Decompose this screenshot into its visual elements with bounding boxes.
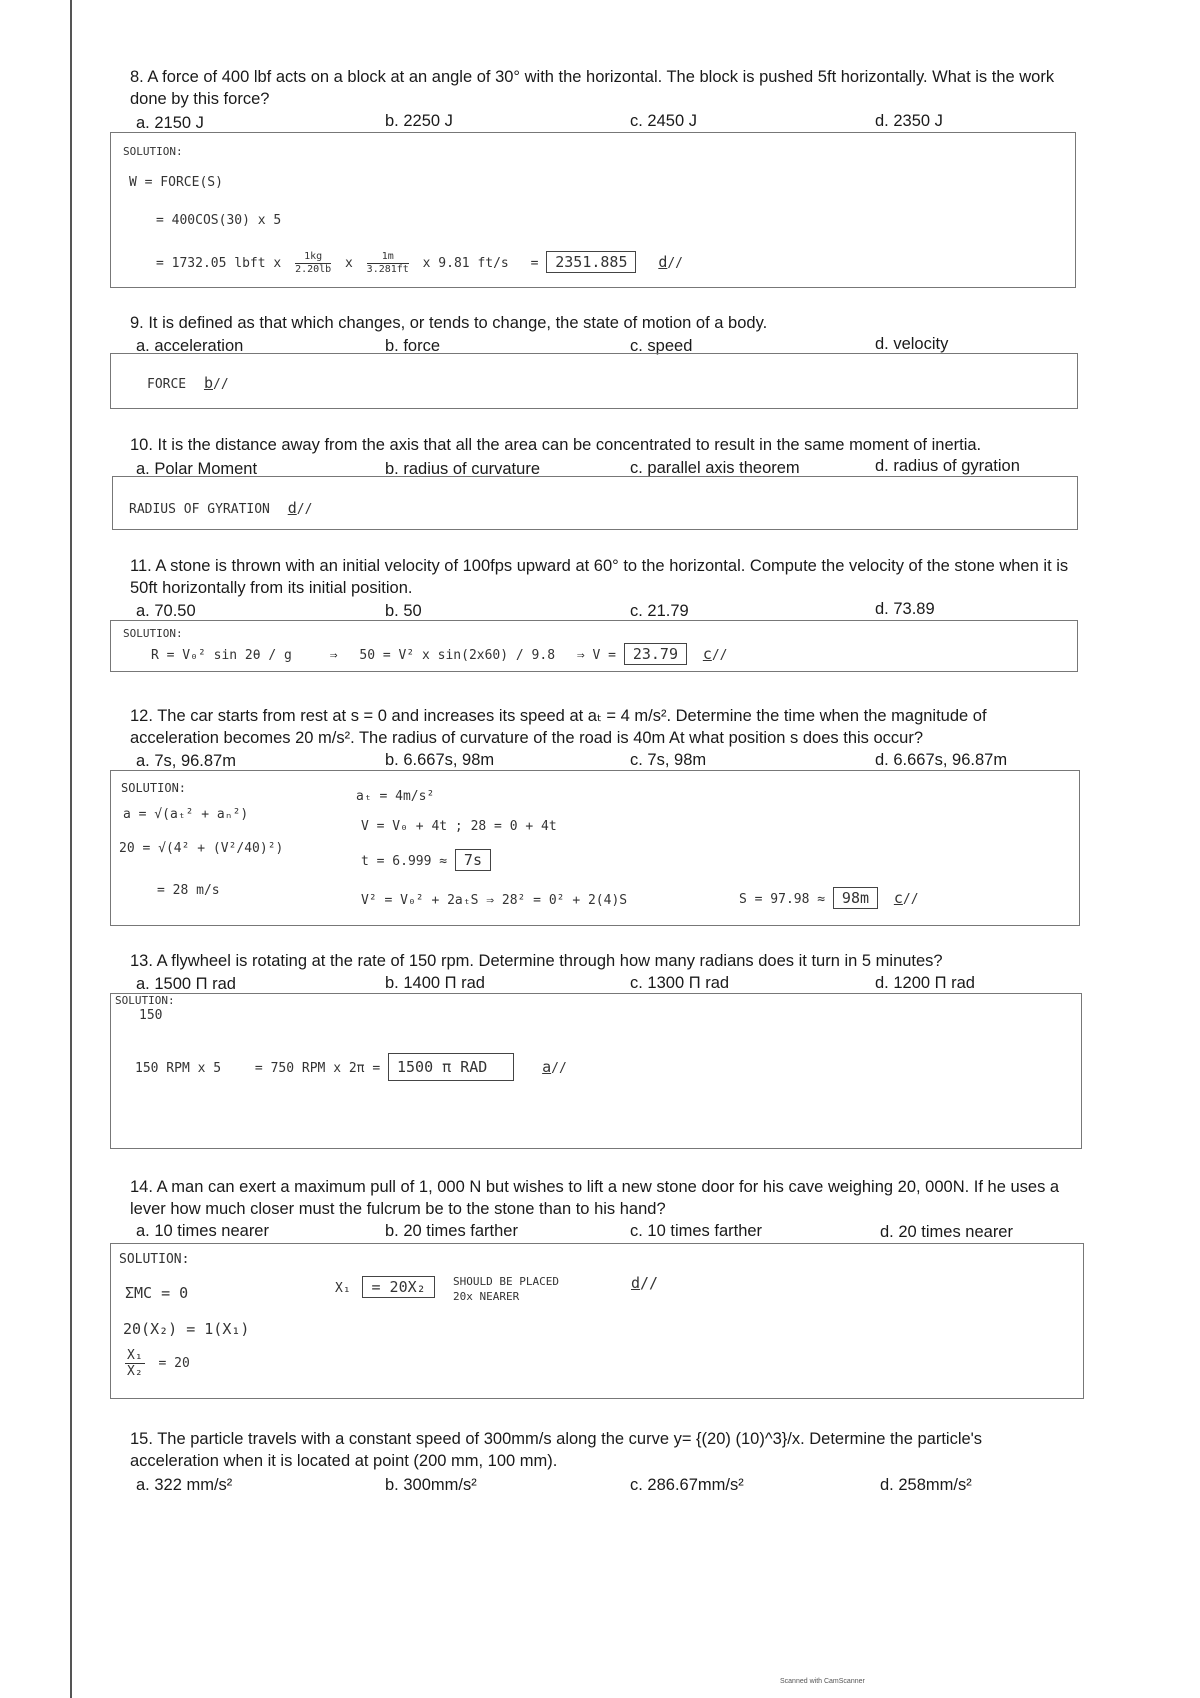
q13-solution-label: SOLUTION: <box>115 994 175 1007</box>
q12-solution-label: SOLUTION: <box>121 781 187 795</box>
question-9-text: 9. It is defined as that which changes, or tends to change, the state of motion of a body. <box>130 314 768 332</box>
q10-solution-work: RADIUS OF GYRATION d// <box>129 499 313 517</box>
q10-choice-mark: d <box>287 499 297 517</box>
question-14-text: 14. A man can exert a maximum pull of 1, 000 N but wishes to lift a new stone door for his cave weighing 20, 000N. If he uses a lever how much closer must the fulcrum be to the stone than to his hand? <box>130 1178 1060 1218</box>
q14-option-b: b. 20 times farther <box>385 1222 518 1240</box>
q10-solution-box <box>112 476 1078 530</box>
q14-note: SHOULD BE PLACED 20x NEARER <box>453 1275 559 1303</box>
q15-option-a: a. 322 mm/s² <box>136 1476 233 1494</box>
q14-option-a: a. 10 times nearer <box>136 1222 269 1240</box>
scanner-watermark: Scanned with CamScanner <box>780 1678 865 1685</box>
q14-answer-box: = 20X₂ <box>362 1276 434 1298</box>
q12-right-line2: V = V₀ + 4t ; 28 = 0 + 4t <box>361 819 557 834</box>
q11-option-d: d. 73.89 <box>875 600 935 618</box>
q12-option-c: c. 7s, 98m <box>630 751 707 769</box>
q14-left-line1: ΣMC = 0 <box>125 1284 189 1302</box>
q8-work-line2: = 400COS(30) x 5 <box>156 213 282 228</box>
q11-solution-box <box>110 620 1078 672</box>
q9-solution-box <box>110 353 1078 409</box>
q8-option-c: c. 2450 J <box>630 112 697 130</box>
q10-option-a: a. Polar Moment <box>136 460 258 478</box>
q11-answer-box: 23.79 <box>624 643 687 665</box>
q10-option-d: d. radius of gyration <box>875 457 1020 475</box>
question-13-text: 13. A flywheel is rotating at the rate of 150 rpm. Determine through how many radians does it turn in 5 minutes? <box>130 952 943 970</box>
q10-option-b: b. radius of curvature <box>385 460 540 478</box>
q9-option-a: a. acceleration <box>136 337 244 355</box>
q8-option-a: a. 2150 J <box>136 114 204 132</box>
q9-option-d: d. velocity <box>875 335 949 353</box>
question-15-text: 15. The particle travels with a constant speed of 300mm/s along the curve y= {(20) (10)^3}/x. Determine the particle's acceleration when it is located at point (200 mm, 100 mm). <box>130 1430 983 1470</box>
q8-choice-mark: d <box>658 253 668 271</box>
q8-work-line1: W = FORCE(S) <box>129 175 223 190</box>
q8-line3-end: x 9.81 ft/s <box>422 256 509 271</box>
q12-option-d: d. 6.667s, 96.87m <box>875 751 1008 769</box>
q15-option-b: b. 300mm/s² <box>385 1476 477 1494</box>
q11-range-formula: R = V₀² sin 2θ / g <box>151 648 292 663</box>
q12-option-b: b. 6.667s, 98m <box>385 751 495 769</box>
q14-left-line3: $\frac{\text{X₁}}{\text{X₂}} = 20$ <box>127 1348 190 1379</box>
q9-option-b: b. force <box>385 337 441 355</box>
q8-solution-box <box>110 132 1076 288</box>
q14-left-line2: 20(X₂) = 1(X₁) <box>123 1320 250 1338</box>
q9-choice-mark: b <box>203 374 213 392</box>
q8-solution-label: SOLUTION: <box>123 145 183 158</box>
q12-left-line2: 20 = √(4² + (V²/40)²) <box>119 841 284 856</box>
q8-answer-box: 2351.885 <box>546 251 636 273</box>
q8-fraction-kg: $\frac{1kg}{2.20lb}$ <box>295 251 332 275</box>
q12-right-line4: V² = V₀² + 2aₜS ⇒ 28² = 0² + 2(4)S <box>361 893 628 908</box>
q11-solution-work: R = V₀² sin 2θ / g ⇒ 50 = V² x sin(2x60) / 9.8 ⇒ V = 23.79 c// <box>151 645 728 663</box>
q12-right-line1: aₜ = 4m/s² <box>356 789 435 804</box>
question-10-text: 10. It is the distance away from the axis that all the area can be concentrated to result in the same moment of inertia. <box>130 436 982 454</box>
q9-solution-work: FORCE b// <box>147 374 229 392</box>
question-11-text: 11. A stone is thrown with an initial velocity of 100fps upward at 60° to the horizontal. Compute the velocity of the stone when it is 50ft horizontally from its initial position. <box>130 557 1069 597</box>
q15-option-d: d. 258mm/s² <box>880 1476 972 1494</box>
q14-choice-mark: d// <box>631 1274 659 1292</box>
q12-left-line1: a = √(aₜ² + aₙ²) <box>123 807 249 822</box>
q11-option-a: a. 70.50 <box>136 602 196 620</box>
q11-option-b: b. 50 <box>385 602 422 620</box>
q14-solution-box <box>110 1243 1084 1399</box>
q13-answer-box: 1500 π RAD <box>388 1053 514 1081</box>
q13-choice-mark: a <box>542 1058 552 1076</box>
q12-choice-mark: c <box>893 889 903 907</box>
q11-substitution: 50 = V² x sin(2x60) / 9.8 <box>359 648 556 663</box>
q11-choice-mark: c <box>702 645 712 663</box>
q8-option-d: d. 2350 J <box>875 112 943 130</box>
q13-option-d: d. 1200 Π rad <box>875 974 975 992</box>
q13-solution-work: 150 RPM x 5 = 750 RPM x 2π = 1500 π RAD a// <box>135 1058 567 1076</box>
page-left-border <box>70 0 72 1698</box>
question-8-text: 8. A force of 400 lbf acts on a block at an angle of 30° with the horizontal. The block is pushed 5ft horizontally. What is the work done by this force? <box>130 68 1055 108</box>
q12-left-line3: = 28 m/s <box>157 883 220 898</box>
q13-option-c: c. 1300 Π rad <box>630 974 730 992</box>
q14-solution-label: SOLUTION: <box>119 1252 190 1267</box>
q13-option-b: b. 1400 Π rad <box>385 974 485 992</box>
q10-option-c: c. parallel axis theorem <box>630 459 800 477</box>
q9-answer-text: FORCE <box>147 377 187 392</box>
q12-solution-box <box>110 770 1080 926</box>
q13-solution-line1: 150 <box>139 1008 163 1023</box>
q9-option-c: c. speed <box>630 337 693 355</box>
q11-option-c: c. 21.79 <box>630 602 689 620</box>
q10-answer-text: RADIUS OF GYRATION <box>129 502 270 517</box>
q12-option-a: a. 7s, 96.87m <box>136 752 236 770</box>
q15-option-c: c. 286.67mm/s² <box>630 1476 744 1494</box>
q12-time-answer-box: 7s <box>455 849 491 871</box>
q12-position-answer-box: 98m <box>833 887 878 909</box>
q12-position-line: S = 97.98 ≈ 98m c// <box>739 889 919 907</box>
q8-option-b: b. 2250 J <box>385 112 453 130</box>
q12-right-line3: t = 6.999 ≈ 7s <box>361 851 491 869</box>
q11-solution-label: SOLUTION: <box>123 627 183 640</box>
q14-right-work: X₁ = 20X₂ <box>335 1278 435 1296</box>
q8-line3-start: = 1732.05 lbft x <box>156 256 282 271</box>
q13-option-a: a. 1500 Π rad <box>136 975 236 993</box>
q8-work-line3: = 1732.05 lbft x $\frac{1kg}{2.20lb}$ x $\frac{1m}{3.281ft}$ x 9.81 ft/s = 2351.885 d// <box>156 251 683 275</box>
q14-option-d: d. 20 times nearer <box>880 1223 1013 1241</box>
q14-option-c: c. 10 times farther <box>630 1222 763 1240</box>
question-12-text: 12. The car starts from rest at s = 0 and increases its speed at aₜ = 4 m/s². Determine the time when the magnitude of acceleration becomes 20 m/s². The radius of curvature of the road is 40m At what position s does this occur? <box>130 707 987 747</box>
q8-fraction-m: $\frac{1m}{3.281ft}$ <box>366 251 409 275</box>
q13-solution-box <box>110 993 1082 1149</box>
